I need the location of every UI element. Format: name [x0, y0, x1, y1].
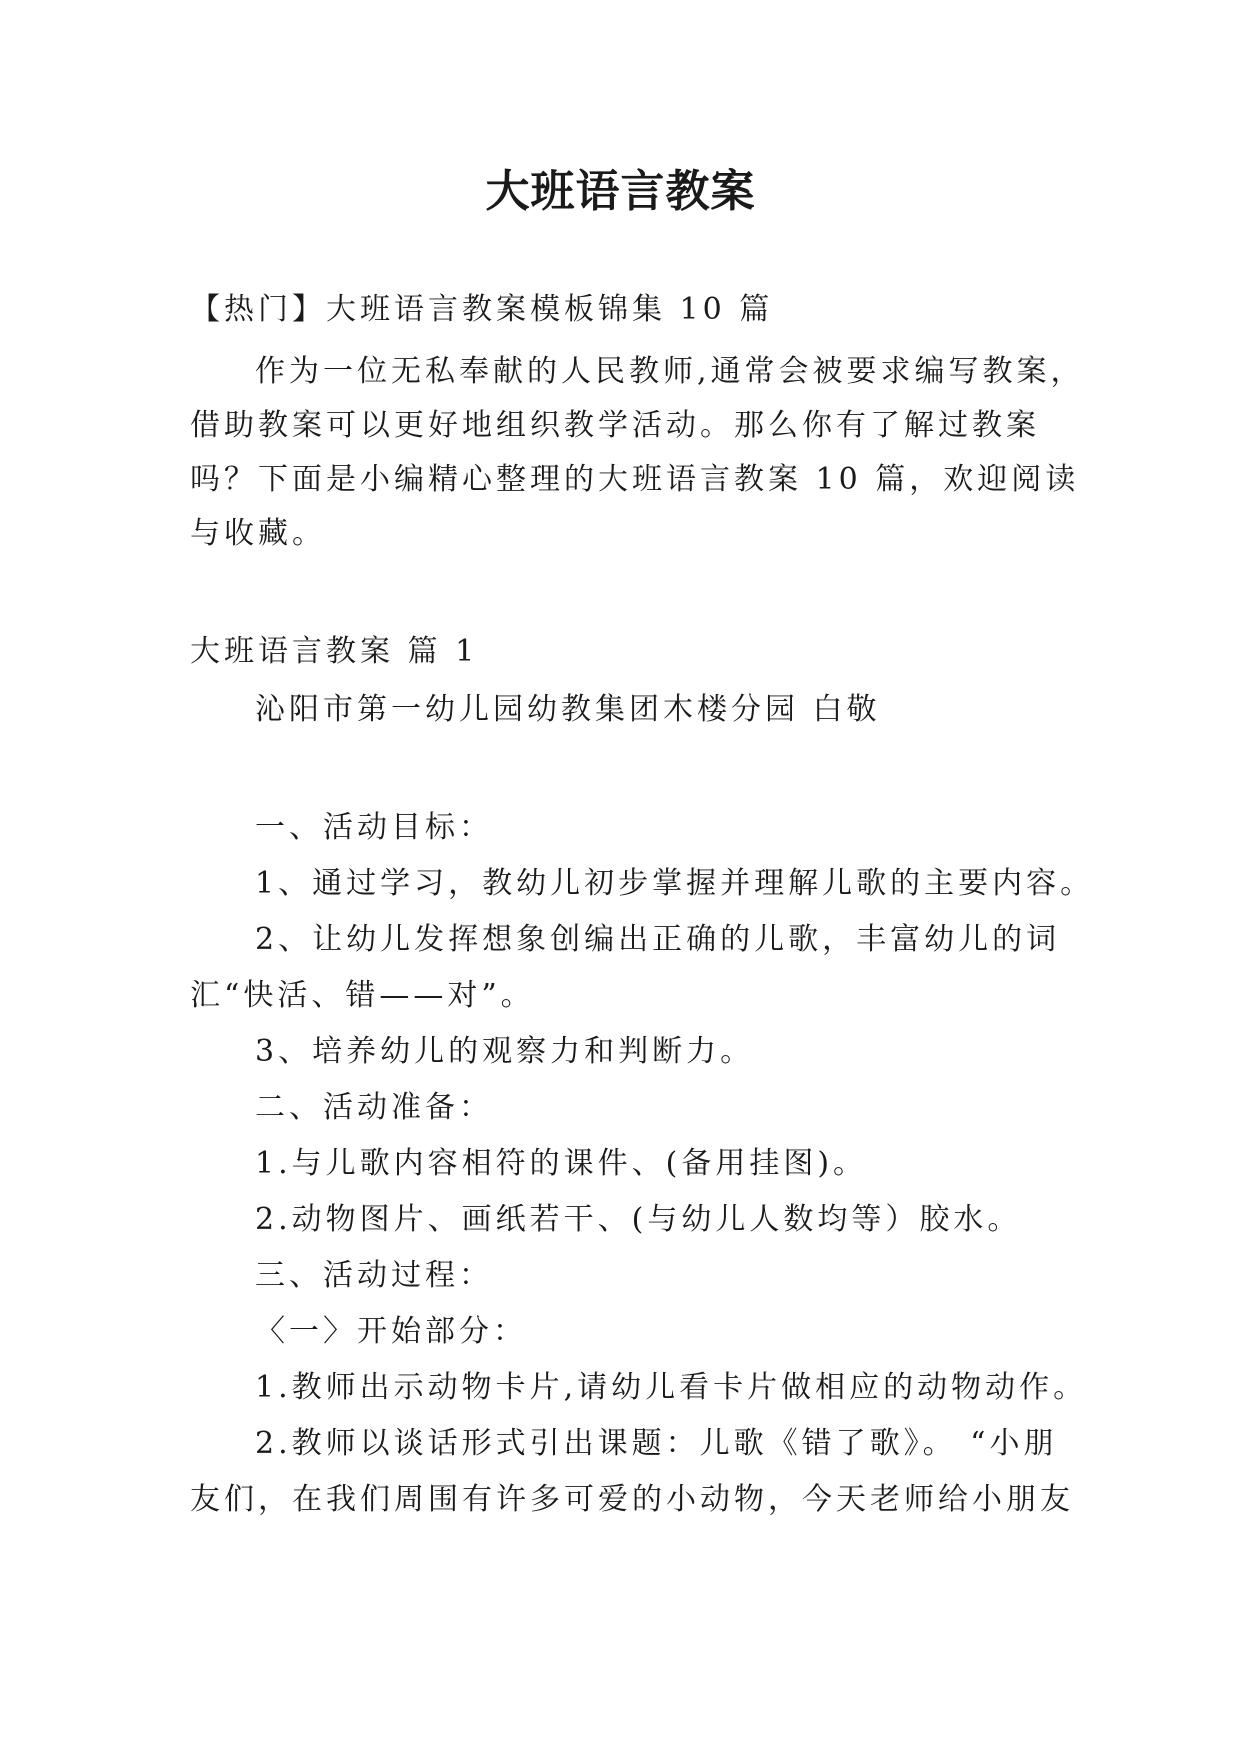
body-line: 友们，在我们周围有许多可爱的小动物，今天老师给小朋友 — [190, 1482, 1074, 1517]
body-line: 1、通过学习，教幼儿初步掌握并理解儿歌的主要内容。 — [255, 866, 1095, 901]
body-line: 1.与儿歌内容相符的课件、(备用挂图)。 — [255, 1146, 868, 1181]
body-line: 汇“快活、错——对”。 — [190, 978, 535, 1013]
body-line: 〈一〉开始部分： — [255, 1314, 527, 1349]
body-line: 1.教师出示动物卡片,请幼儿看卡片做相应的动物动作。 — [255, 1370, 1088, 1405]
intro-heading: 【热门】大班语言教案模板锦集 10 篇 — [190, 292, 774, 327]
body-line: 一、活动目标： — [255, 810, 493, 845]
author-line: 沁阳市第一幼儿园幼教集团木楼分园 白敬 — [255, 692, 881, 727]
document-title: 大班语言教案 — [485, 166, 756, 217]
intro-paragraph-line: 吗？下面是小编精心整理的大班语言教案 10 篇，欢迎阅读 — [190, 462, 1080, 497]
body-line: 2、让幼儿发挥想象创编出正确的儿歌，丰富幼儿的词 — [255, 922, 1061, 957]
intro-paragraph-line: 作为一位无私奉献的人民教师,通常会被要求编写教案， — [255, 354, 1085, 389]
intro-paragraph-line: 借助教案可以更好地组织教学活动。那么你有了解过教案 — [190, 408, 1040, 443]
section-heading: 大班语言教案 篇 1 — [190, 634, 479, 669]
body-line: 三、活动过程： — [255, 1258, 493, 1293]
body-line: 3、培养幼儿的观察力和判断力。 — [255, 1034, 755, 1069]
body-line: 2.教师以谈话形式引出课题：儿歌《错了歌》。 “小朋 — [255, 1426, 1058, 1461]
body-line: 2.动物图片、画纸若干、(与幼儿人数均等）胶水。 — [255, 1202, 1022, 1237]
body-line: 二、活动准备： — [255, 1090, 493, 1125]
intro-paragraph-line: 与收藏。 — [190, 516, 326, 551]
